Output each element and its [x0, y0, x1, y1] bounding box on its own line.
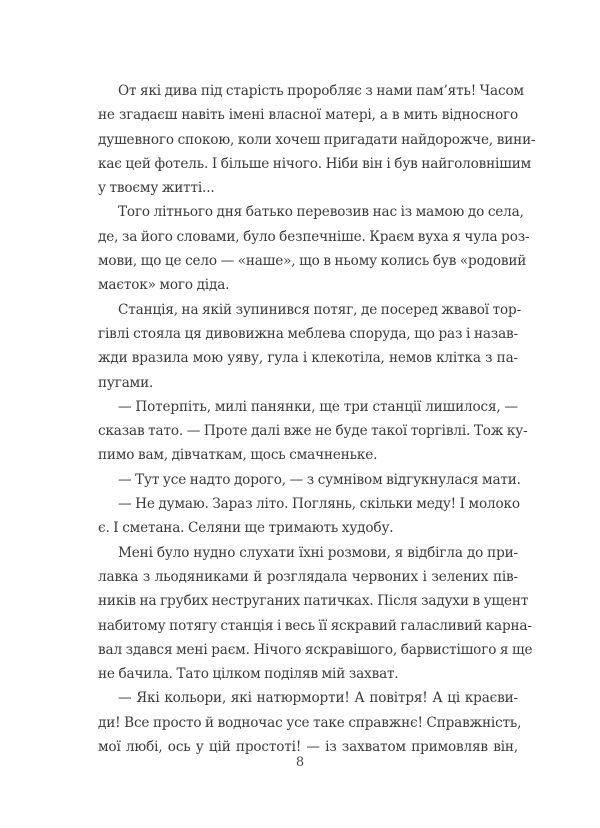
dialogue-line: — Які кольори, які натюрморти! А повітря! А ці краєви- [118, 690, 518, 707]
text-line: ників на грубих неструганих патичках. Після задухи в ущент [98, 593, 529, 610]
text-line: жди вразила мою уяву, гула і клекотіла, немов клітка з па- [98, 350, 518, 367]
text-line: не згадаєш навіть імені власної матері, а в мить відносного [98, 107, 518, 124]
text-line: пугами. [98, 374, 154, 391]
text-line: гівлі стояла ця дивовижна меблева споруда, що раз і назав- [98, 325, 518, 342]
dialogue-line: ди! Все просто й водночас усе таке справжнє! Справжність, [98, 714, 522, 731]
text-line: вал здався мені раєм. Нічого яскравішого, барвистішого я ще [98, 641, 533, 658]
dialogue-line: мої любі, ось у цій простоті! — із захватом примовляв він, [98, 739, 518, 756]
dialogue-line: пимо вам, дівчаткам, щось смачненьке. [98, 447, 378, 464]
text-line: не бачила. Тато цілком поділяв мій захват. [98, 666, 399, 683]
page-number: 8 [295, 755, 305, 770]
dialogue-line: сказав тато. — Проте далі вже не буде такої торгівлі. Тож ку- [98, 423, 528, 440]
text-line: де, за його словами, було безпечніше. Краєм вуха я чула роз- [98, 228, 530, 245]
text-line: маєток» мого діда. [98, 277, 230, 294]
text-line: душевного спокою, коли хочеш пригадати найдорожче, вини- [98, 131, 536, 148]
dialogue-line: — Потерпіть, милі панянки, ще три станції лишилося, — [118, 398, 518, 415]
text-line: лавка з льодяниками й розглядала червоних і зелених пів- [98, 568, 518, 585]
text-line: Мені було нудно слухати їхні розмови, я відбігла до при- [118, 544, 518, 561]
text-line: мови, що це село — «наше», що в ньому колись був «родовий [98, 253, 527, 270]
text-line: кає цей фотель. І більше нічого. Ніби він і був найголовнішим [98, 155, 532, 172]
dialogue-line: є. І сметана. Селяни ще тримають худобу. [98, 520, 394, 537]
text-line: Станція, на якій зупинився потяг, де посеред жвавої тор- [118, 301, 522, 318]
text-line: Того літнього дня батько перевозив нас із мамою до села, [118, 204, 524, 221]
text-line: у твоєму житті... [98, 180, 215, 197]
dialogue-line: — Тут усе надто дорого, — з сумнівом відгукнулася мати. [118, 471, 521, 488]
body-text [98, 79, 536, 759]
text-line: набитому потягу станція і весь її яскравий галасливий карна- [98, 617, 532, 634]
dialogue-line: — Не думаю. Зараз літо. Поглянь, скільки меду! І молоко [118, 496, 520, 513]
text-line: От які дива під старість проробляє з нами пам’ять! Часом [118, 83, 524, 99]
